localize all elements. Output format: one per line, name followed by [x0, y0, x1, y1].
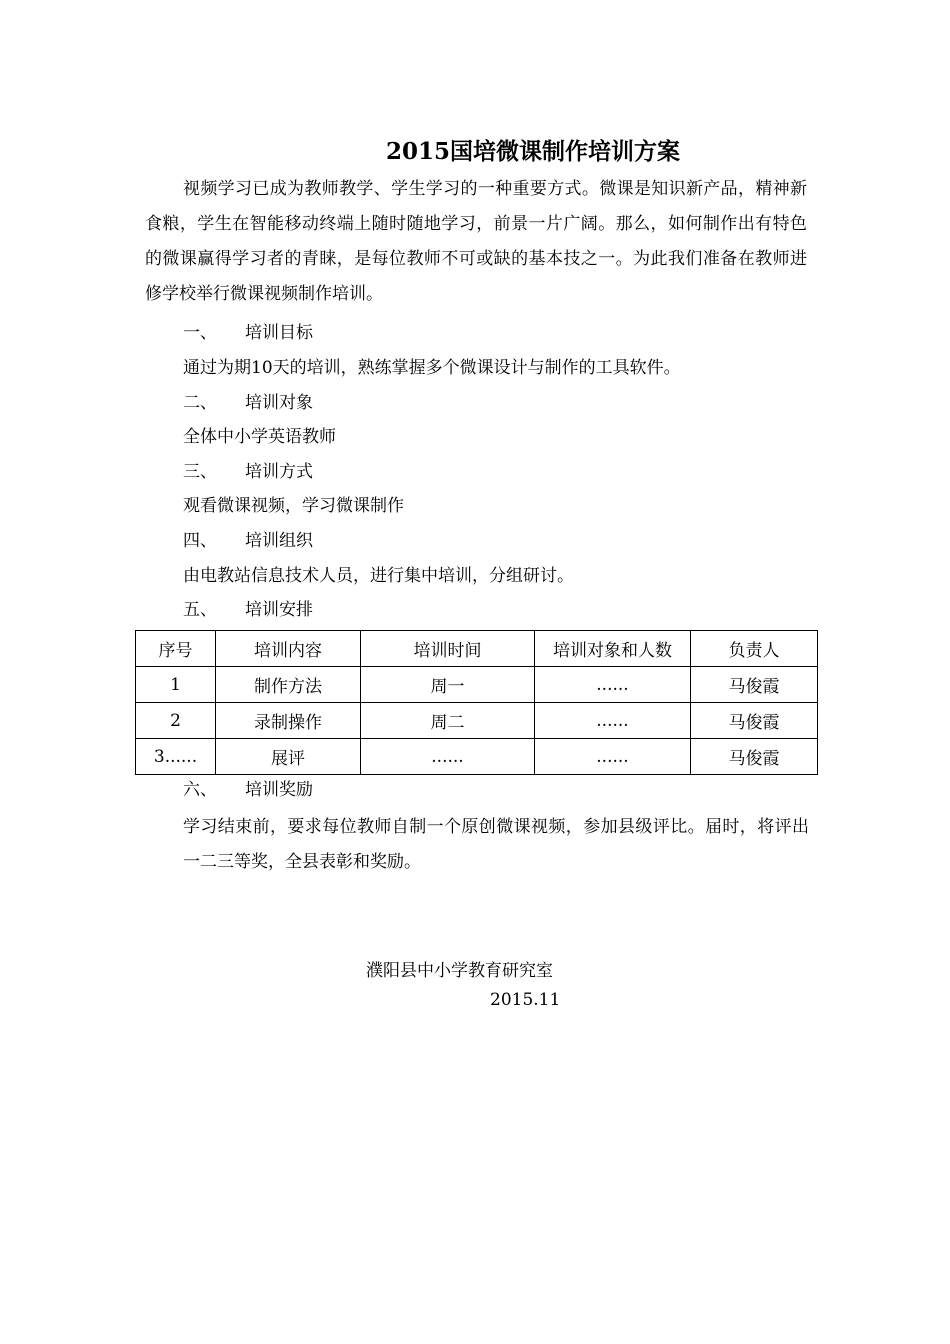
table-cell: ......	[535, 739, 691, 775]
table-cell: 1	[136, 667, 216, 703]
section-number: 一、	[183, 323, 217, 343]
section-body-goal: 通过为期10天的培训，熟练掌握多个微课设计与制作的工具软件。	[183, 358, 681, 378]
table-header-row	[136, 631, 818, 667]
table-header-cell: 培训时间	[361, 631, 535, 667]
section-number: 五、	[183, 600, 217, 620]
section-heading-organization	[183, 529, 313, 553]
section-title: 培训方式	[245, 462, 313, 482]
intro-paragraph: 视频学习已成为教师教学、学生学习的一种重要方式。微课是知识新产品，精神新食粮，学生在智能移动终端上随时随地学习，前景一片广阔。那么，如何制作出有特色的微课赢得学习者的青睐，是每位教师不可或缺的基本技之一。为此我们准备在教师进修学校举行微课视频制作培训。	[145, 179, 807, 304]
table-cell: 周一	[361, 667, 535, 703]
table-row	[136, 739, 818, 775]
table-cell: 录制操作	[216, 703, 361, 739]
section-heading-method	[183, 460, 313, 484]
table-cell: 2	[136, 703, 216, 739]
table-cell: 3......	[136, 739, 216, 775]
section-heading-audience	[183, 391, 313, 415]
section-title: 培训目标	[245, 323, 313, 343]
section-number: 六、	[183, 780, 217, 800]
table-cell: 展评	[216, 739, 361, 775]
section-title: 培训对象	[245, 393, 313, 413]
table-cell: ......	[535, 667, 691, 703]
section-title: 培训组织	[245, 531, 313, 551]
section-body-organization: 由电教站信息技术人员，进行集中培训，分组研讨。	[183, 566, 574, 586]
section-number: 二、	[183, 393, 217, 413]
section-heading-goal	[183, 321, 313, 345]
table-cell: 周二	[361, 703, 535, 739]
table-row	[136, 667, 818, 703]
document-title: 2015国培微课制作培训方案	[386, 138, 681, 165]
signature-organization: 濮阳县中小学教育研究室	[366, 961, 553, 981]
section-heading-schedule	[183, 598, 313, 622]
section-number: 四、	[183, 531, 217, 551]
table-cell: 马俊霞	[691, 739, 818, 775]
section-title: 培训安排	[245, 600, 313, 620]
table-header-cell: 培训内容	[216, 631, 361, 667]
signature-date: 2015.11	[490, 990, 561, 1010]
table-header-cell: 序号	[136, 631, 216, 667]
section-body-audience: 全体中小学英语教师	[183, 427, 336, 447]
table-cell: ......	[535, 703, 691, 739]
section-body-method: 观看微课视频，学习微课制作	[183, 496, 404, 516]
table-cell: 制作方法	[216, 667, 361, 703]
table-cell: 马俊霞	[691, 667, 818, 703]
section-body-reward: 学习结束前，要求每位教师自制一个原创微课视频，参加县级评比。届时，将评出一二三等奖，全县表彰和奖励。	[183, 817, 809, 872]
table-header-cell: 负责人	[691, 631, 818, 667]
table-row	[136, 703, 818, 739]
table-cell: ......	[361, 739, 535, 775]
schedule-table	[135, 630, 818, 775]
section-heading-reward	[183, 778, 313, 802]
table-cell: 马俊霞	[691, 703, 818, 739]
section-title: 培训奖励	[245, 780, 313, 800]
table-header-cell: 培训对象和人数	[535, 631, 691, 667]
section-number: 三、	[183, 462, 217, 482]
